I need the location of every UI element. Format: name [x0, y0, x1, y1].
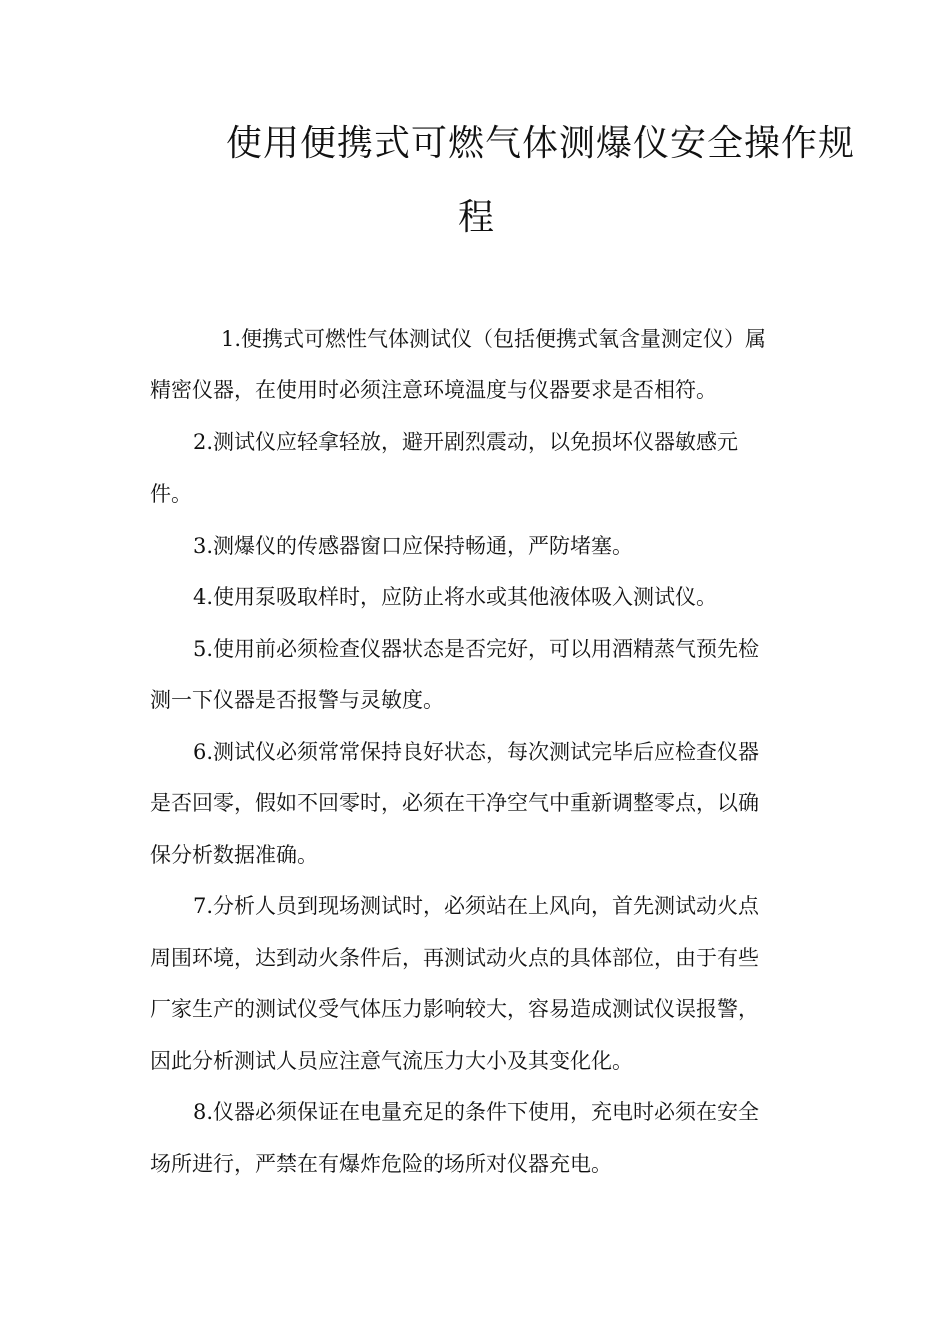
paragraph-2-line-2: 件。 — [150, 482, 192, 506]
paragraph-1-line-2: 精密仪器，在使用时必须注意环境温度与仪器要求是否相符。 — [150, 378, 717, 402]
paragraph-6-line-3: 保分析数据准确。 — [150, 843, 318, 867]
paragraph-8-line-2: 场所进行，严禁在有爆炸危险的场所对仪器充电。 — [150, 1152, 612, 1176]
paragraph-3-line-1: 3.测爆仪的传感器窗口应保持畅通，严防堵塞。 — [193, 534, 634, 558]
paragraph-2-line-1: 2.测试仪应轻拿轻放，避开剧烈震动，以免损坏仪器敏感元 — [193, 430, 739, 454]
paragraph-7-line-2: 周围环境，达到动火条件后，再测试动火点的具体部位，由于有些 — [150, 946, 759, 970]
paragraph-8-line-1: 8.仪器必须保证在电量充足的条件下使用，充电时必须在安全 — [193, 1100, 760, 1124]
paragraph-6-line-2: 是否回零，假如不回零时，必须在干净空气中重新调整零点，以确 — [150, 791, 759, 815]
paragraph-6-line-1: 6.测试仪必须常常保持良好状态，每次测试完毕后应检查仪器 — [193, 740, 760, 764]
paragraph-5-line-1: 5.使用前必须检查仪器状态是否完好，可以用酒精蒸气预先检 — [193, 637, 760, 661]
document-title-line-2: 程 — [458, 197, 496, 238]
paragraph-7-line-4: 因此分析测试人员应注意气流压力大小及其变化化。 — [150, 1049, 633, 1073]
document-title-line-1: 使用便携式可燃气体测爆仪安全操作规 — [226, 123, 856, 164]
paragraph-4-line-1: 4.使用泵吸取样时，应防止将水或其他液体吸入测试仪。 — [193, 585, 718, 609]
paragraph-1-line-1: 1.便携式可燃性气体测试仪（包括便携式氧含量测定仪）属 — [221, 327, 767, 351]
paragraph-5-line-2: 测一下仪器是否报警与灵敏度。 — [150, 688, 444, 712]
paragraph-7-line-3: 厂家生产的测试仪受气体压力影响较大，容易造成测试仪误报警， — [150, 997, 759, 1021]
paragraph-7-line-1: 7.分析人员到现场测试时，必须站在上风向，首先测试动火点 — [193, 894, 760, 918]
